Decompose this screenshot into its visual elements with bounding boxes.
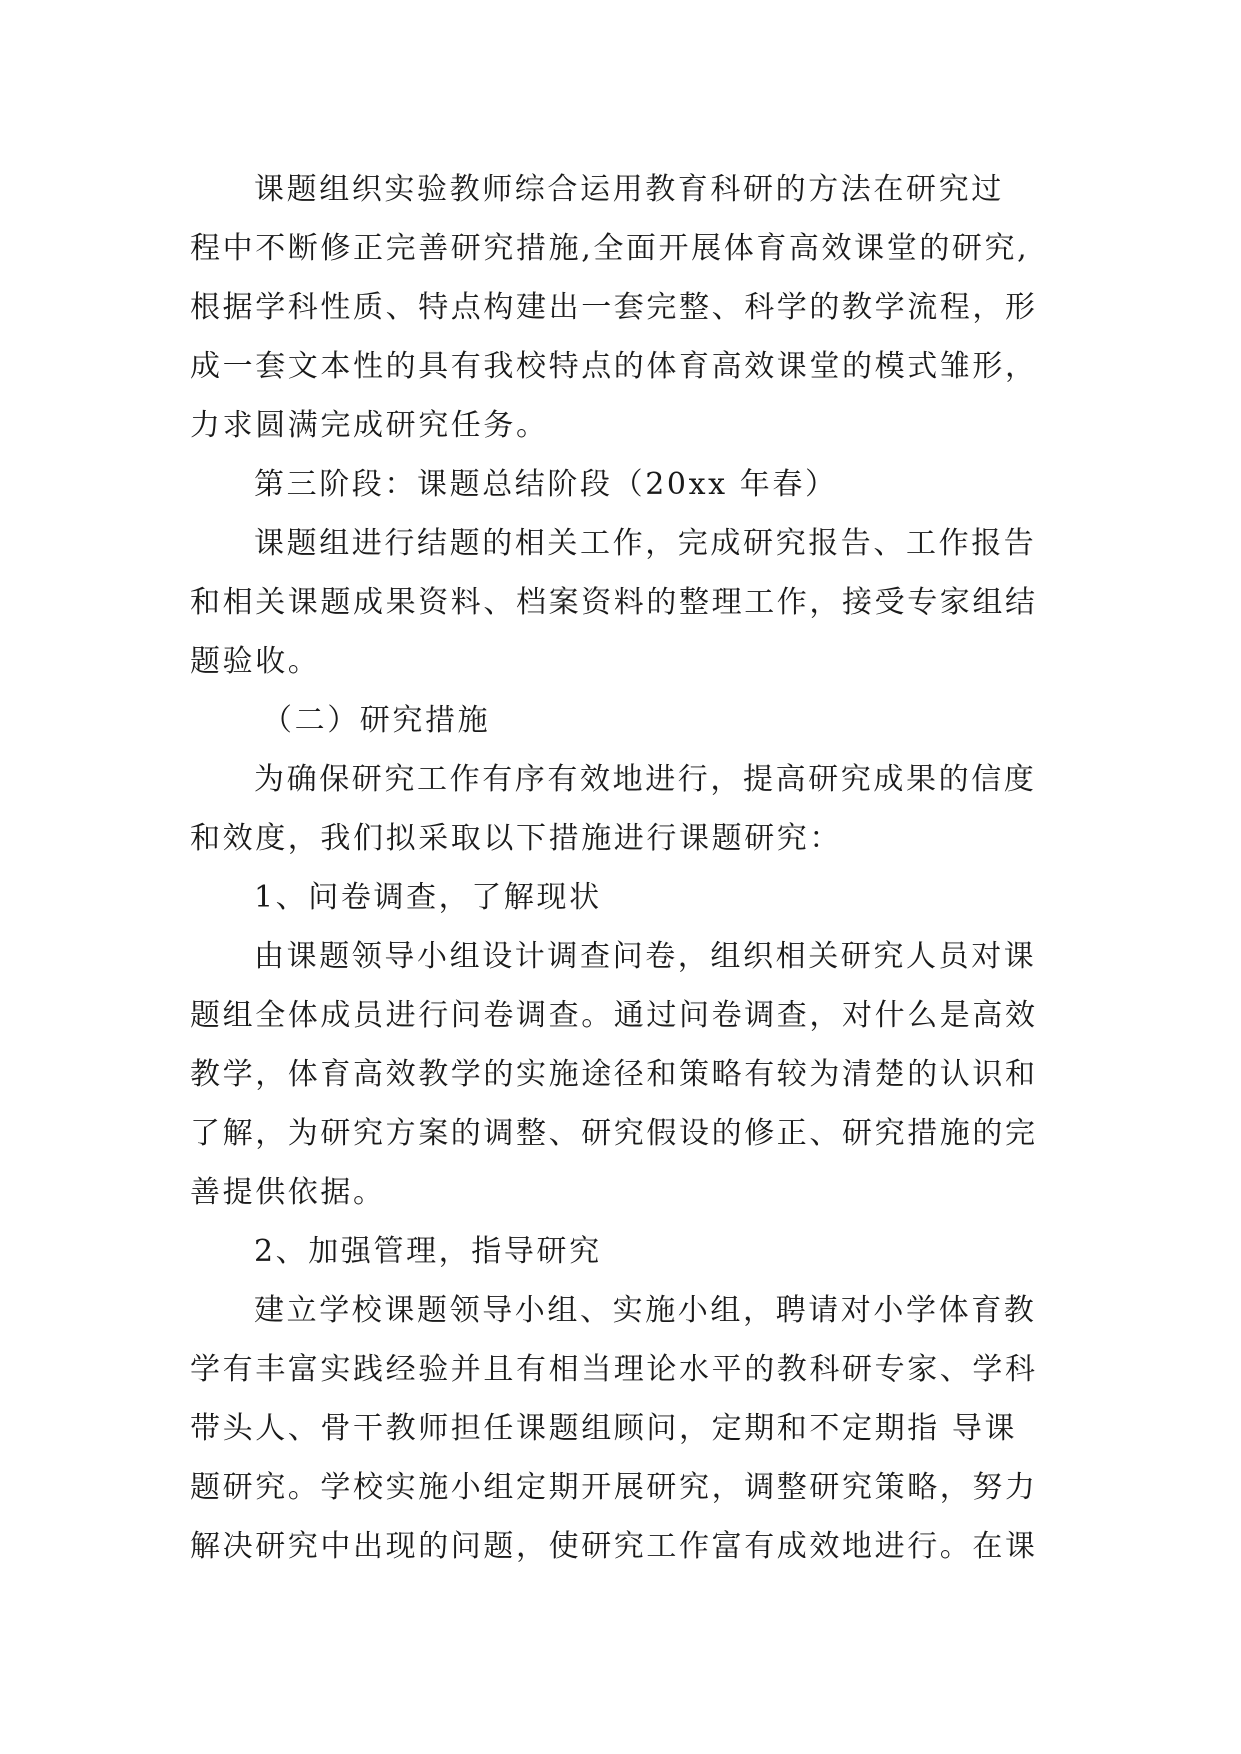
paragraph-line: 题验收。: [190, 644, 321, 679]
paragraph-line: 建立学校课题领导小组、实施小组，聘请对小学体育教: [254, 1293, 1037, 1328]
paragraph-line: 了解，为研究方案的调整、研究假设的修正、研究措施的完: [190, 1116, 1038, 1151]
paragraph-line: 和相关课题成果资料、档案资料的整理工作，接受专家组结: [190, 585, 1038, 620]
paragraph-line: 力求圆满完成研究任务。: [190, 408, 549, 443]
paragraph-line: 程中不断修正完善研究措施,全面开展体育高效课堂的研究,: [190, 231, 1030, 266]
paragraph-line: 课题组织实验教师综合运用教育科研的方法在研究过: [254, 172, 1004, 207]
stage-heading: 第三阶段：课题总结阶段（20xx 年春）: [254, 467, 838, 502]
paragraph-line: 课题组进行结题的相关工作，完成研究报告、工作报告: [254, 526, 1037, 561]
paragraph-line: 和效度，我们拟采取以下措施进行课题研究：: [190, 821, 842, 856]
document-body: [190, 160, 1070, 1576]
section-heading: （二）研究措施: [262, 703, 491, 738]
paragraph-line: 为确保研究工作有序有效地进行，提高研究成果的信度: [254, 762, 1037, 797]
paragraph-line: 学有丰富实践经验并且有相当理论水平的教科研专家、学科: [190, 1352, 1038, 1387]
paragraph-line: 带头人、骨干教师担任课题组顾问，定期和不定期指 导课: [190, 1411, 1018, 1446]
paragraph-line: 根据学科性质、特点构建出一套完整、科学的教学流程，形: [190, 290, 1038, 325]
paragraph-line: 题研究。学校实施小组定期开展研究，调整研究策略，努力: [190, 1470, 1038, 1505]
paragraph-line: 成一套文本性的具有我校特点的体育高效课堂的模式雏形，: [190, 349, 1038, 384]
paragraph-line: 善提供依据。: [190, 1175, 386, 1210]
paragraph-line: 解决研究中出现的问题，使研究工作富有成效地进行。在课: [190, 1529, 1038, 1564]
item-heading: 1、问卷调查，了解现状: [254, 880, 602, 915]
paragraph-line: 由课题领导小组设计调查问卷，组织相关研究人员对课: [254, 939, 1037, 974]
paragraph-line: 题组全体成员进行问卷调查。通过问卷调查，对什么是高效: [190, 998, 1038, 1033]
paragraph-line: 教学，体育高效教学的实施途径和策略有较为清楚的认识和: [190, 1057, 1038, 1092]
item-heading: 2、加强管理，指导研究: [254, 1234, 602, 1269]
